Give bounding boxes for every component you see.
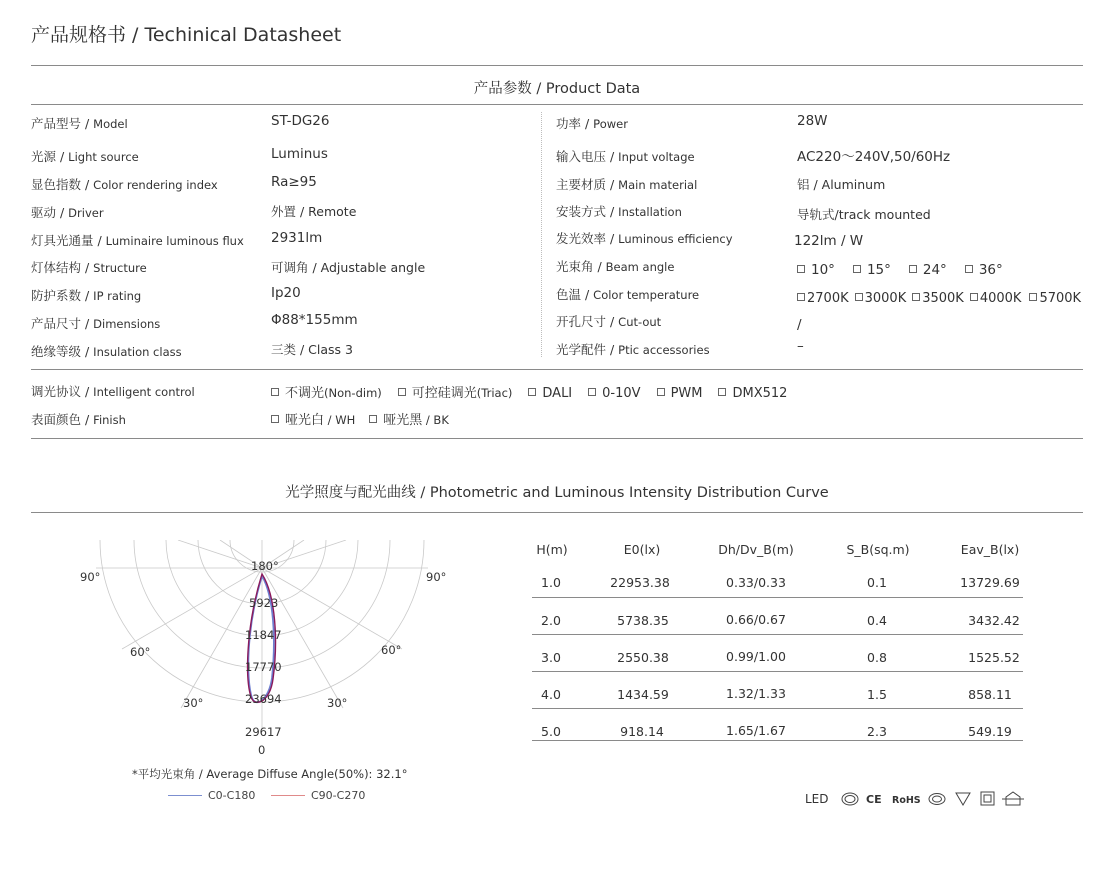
- spec-label-color-temp: 色温 / Color temperature: [556, 287, 700, 302]
- rohs-icon: [892, 795, 921, 806]
- indoor-use-icon: [1002, 792, 1024, 805]
- table-cell: 0.1: [867, 575, 887, 590]
- control-option[interactable]: DMX512: [718, 386, 787, 401]
- table-cell: 0.8: [867, 650, 887, 665]
- spec-label-driver: 驱动 / Driver: [31, 205, 104, 220]
- double-insulation-icon: [981, 792, 994, 805]
- table-cell: 918.14: [620, 724, 664, 739]
- ccc-icon: [842, 793, 858, 805]
- spec-value-driver: 外置 / Remote: [271, 204, 357, 219]
- control-options: [271, 382, 787, 401]
- beam-angle-option[interactable]: 15°: [853, 262, 891, 278]
- table-cell: 2.3: [867, 724, 887, 739]
- divider: [31, 369, 1083, 370]
- table-row-divider: [532, 597, 1023, 598]
- checkbox-icon: [965, 265, 973, 273]
- table-row-divider: [532, 708, 1023, 709]
- spec-label-material: 主要材质 / Main material: [556, 177, 698, 192]
- beam-angle-option[interactable]: 24°: [909, 262, 947, 278]
- spec-label-input-voltage: 输入电压 / Input voltage: [556, 149, 695, 164]
- checkbox-icon: [853, 265, 861, 273]
- cqc-icon: [929, 794, 945, 805]
- legend-item-c0: C0-C180: [168, 789, 255, 802]
- color-temp-option[interactable]: 2700K: [797, 291, 849, 306]
- svg-text:CE: CE: [866, 793, 882, 806]
- spec-value-installation: 导轨式/track mounted: [797, 207, 931, 222]
- spec-label-ip: 防护系数 / IP rating: [31, 288, 142, 303]
- polar-angle-label: 180°: [251, 559, 279, 573]
- legend-item-c90: C90-C270: [271, 789, 365, 802]
- table-cell: 1.32/1.33: [726, 686, 786, 701]
- spec-label-insulation: 绝缘等级 / Insulation class: [31, 344, 182, 359]
- checkbox-icon: [970, 293, 978, 301]
- divider: [31, 65, 1083, 66]
- checkbox-icon: [271, 415, 279, 423]
- spec-label-model: 产品型号 / Model: [31, 116, 128, 131]
- checkbox-icon: [912, 293, 920, 301]
- spec-value-accessories: –: [797, 338, 804, 354]
- spec-value-power: 28W: [797, 113, 828, 129]
- table-cell: 1434.59: [617, 687, 669, 702]
- spec-label-flux: 灯具光通量 / Luminaire luminous flux: [31, 233, 244, 248]
- spec-value-cutout: /: [797, 317, 802, 333]
- table-cell: 0.99/1.00: [726, 649, 786, 664]
- table-cell: 1.65/1.67: [726, 723, 786, 738]
- spec-label-structure: 灯体结构 / Structure: [31, 260, 147, 275]
- control-option[interactable]: DALI: [528, 386, 572, 401]
- table-cell: 13729.69: [960, 575, 1020, 590]
- divider: [31, 438, 1083, 439]
- f-mark-icon: [956, 793, 970, 805]
- control-option[interactable]: 可控硅调光(Triac): [398, 386, 513, 401]
- beam-angle-option[interactable]: 10°: [797, 262, 835, 278]
- polar-intensity-label: 11847: [245, 628, 282, 642]
- table-cell: 549.19: [968, 724, 1012, 739]
- spec-value-light-source: Luminus: [271, 146, 328, 162]
- table-cell: 22953.38: [610, 575, 670, 590]
- spec-label-beam-angle: 光束角 / Beam angle: [556, 259, 675, 274]
- polar-intensity-label: 29617: [245, 725, 282, 739]
- polar-intensity-label: 23694: [245, 692, 282, 706]
- spec-value-dimensions: Φ88*155mm: [271, 312, 358, 328]
- table-cell: 2550.38: [617, 650, 669, 665]
- certification-marks: [840, 791, 1030, 807]
- checkbox-icon: [855, 293, 863, 301]
- table-cell: 1.0: [541, 575, 561, 590]
- column-separator: [541, 112, 542, 357]
- table-cell: 3432.42: [968, 613, 1020, 628]
- finish-label: 表面颜色 / Finish: [31, 412, 126, 427]
- table-cell: 0.66/0.67: [726, 612, 786, 627]
- table-header: S_B(sq.m): [846, 542, 910, 557]
- spec-value-model: ST-DG26: [271, 113, 330, 129]
- checkbox-icon: [528, 388, 536, 396]
- spec-label-light-source: 光源 / Light source: [31, 149, 139, 164]
- table-cell: 858.11: [968, 687, 1012, 702]
- divider: [31, 104, 1083, 105]
- product-data-heading: 产品参数 / Product Data: [473, 81, 641, 97]
- polar-angle-label: 90°: [80, 570, 101, 584]
- table-header: H(m): [536, 542, 568, 557]
- spec-label-efficiency: 发光效率 / Luminous efficiency: [556, 231, 733, 246]
- checkbox-icon: [718, 388, 726, 396]
- checkbox-icon: [1029, 293, 1037, 301]
- spec-value-flux: 2931lm: [271, 230, 323, 246]
- divider: [31, 512, 1083, 513]
- polar-angle-label: 30°: [183, 696, 204, 710]
- checkbox-icon: [797, 265, 805, 273]
- checkbox-icon: [657, 388, 665, 396]
- average-angle-note: *平均光束角 / Average Diffuse Angle(50%): 32.1°: [132, 767, 408, 781]
- polar-intensity-label: 17770: [245, 660, 282, 674]
- document-title: 产品规格书 / Techinical Datasheet: [31, 24, 342, 46]
- spec-value-ip: Ip20: [271, 285, 301, 301]
- polar-angle-label: 30°: [327, 696, 348, 710]
- spec-value-insulation: 三类 / Class 3: [271, 342, 353, 357]
- table-cell: 2.0: [541, 613, 561, 628]
- table-cell: 0.4: [867, 613, 887, 628]
- table-cell: 1525.52: [968, 650, 1020, 665]
- cert-led: LED: [805, 792, 829, 806]
- finish-option[interactable]: 哑光黑 / BK: [369, 413, 449, 428]
- color-temp-option[interactable]: 4000K: [970, 291, 1022, 306]
- spec-label-dimensions: 产品尺寸 / Dimensions: [31, 316, 161, 331]
- legend-swatch: [168, 795, 202, 796]
- color-temp-option[interactable]: 3500K: [912, 291, 964, 306]
- table-cell: 5.0: [541, 724, 561, 739]
- control-option[interactable]: 不调光(Non-dim): [271, 386, 382, 401]
- beam-angle-option[interactable]: 36°: [965, 262, 1003, 278]
- spec-value-efficiency: 122lm / W: [794, 233, 864, 249]
- spec-value-cri: Ra≥95: [271, 174, 317, 190]
- spec-value-structure: 可调角 / Adjustable angle: [271, 260, 426, 275]
- beam-angle-options: [797, 262, 1003, 278]
- finish-option[interactable]: 哑光白 / WH: [271, 413, 355, 428]
- checkbox-icon: [588, 388, 596, 396]
- table-cell: 3.0: [541, 650, 561, 665]
- svg-text:RoHS: RoHS: [892, 795, 921, 806]
- table-header: Dh/Dv_B(m): [718, 542, 794, 557]
- polar-intensity-label: 5923: [249, 596, 279, 610]
- photometric-heading: 光学照度与配光曲线 / Photometric and Luminous Intensity Distribution Curve: [285, 485, 829, 501]
- spec-value-material: 铝 / Aluminum: [797, 177, 886, 192]
- control-label: 调光协议 / Intelligent control: [31, 384, 195, 399]
- control-option[interactable]: 0-10V: [588, 386, 640, 401]
- spec-label-installation: 安装方式 / Installation: [556, 204, 682, 219]
- checkbox-icon: [369, 415, 377, 423]
- table-cell: 4.0: [541, 687, 561, 702]
- checkbox-icon: [797, 293, 805, 301]
- legend-swatch: [271, 795, 305, 796]
- color-temp-options: [797, 291, 1081, 306]
- spec-label-accessories: 光学配件 / Ptic accessories: [556, 342, 710, 357]
- finish-options: [271, 409, 449, 428]
- control-option[interactable]: PWM: [657, 386, 703, 401]
- spec-label-power: 功率 / Power: [556, 116, 628, 131]
- table-cell: 5738.35: [617, 613, 669, 628]
- polar-angle-label: 60°: [381, 643, 402, 657]
- checkbox-icon: [398, 388, 406, 396]
- spec-label-cri: 显色指数 / Color rendering index: [31, 177, 218, 192]
- spec-value-input-voltage: AC220～240V,50/60Hz: [797, 149, 951, 165]
- table-header: Eav_B(lx): [960, 542, 1020, 557]
- checkbox-icon: [909, 265, 917, 273]
- ce-mark-icon: [866, 793, 882, 806]
- polar-angle-label: 0: [258, 743, 266, 757]
- table-row-divider: [532, 671, 1023, 672]
- spec-label-cutout: 开孔尺寸 / Cut-out: [556, 314, 662, 329]
- table-row-divider: [532, 634, 1023, 635]
- table-header: E0(lx): [623, 542, 661, 557]
- color-temp-option[interactable]: 3000K: [855, 291, 907, 306]
- color-temp-option[interactable]: 5700K: [1029, 291, 1081, 306]
- table-cell: 1.5: [867, 687, 887, 702]
- checkbox-icon: [271, 388, 279, 396]
- polar-angle-label: 60°: [130, 645, 151, 659]
- polar-angle-label: 90°: [426, 570, 447, 584]
- table-cell: 0.33/0.33: [726, 575, 786, 590]
- table-row-divider: [532, 740, 1023, 741]
